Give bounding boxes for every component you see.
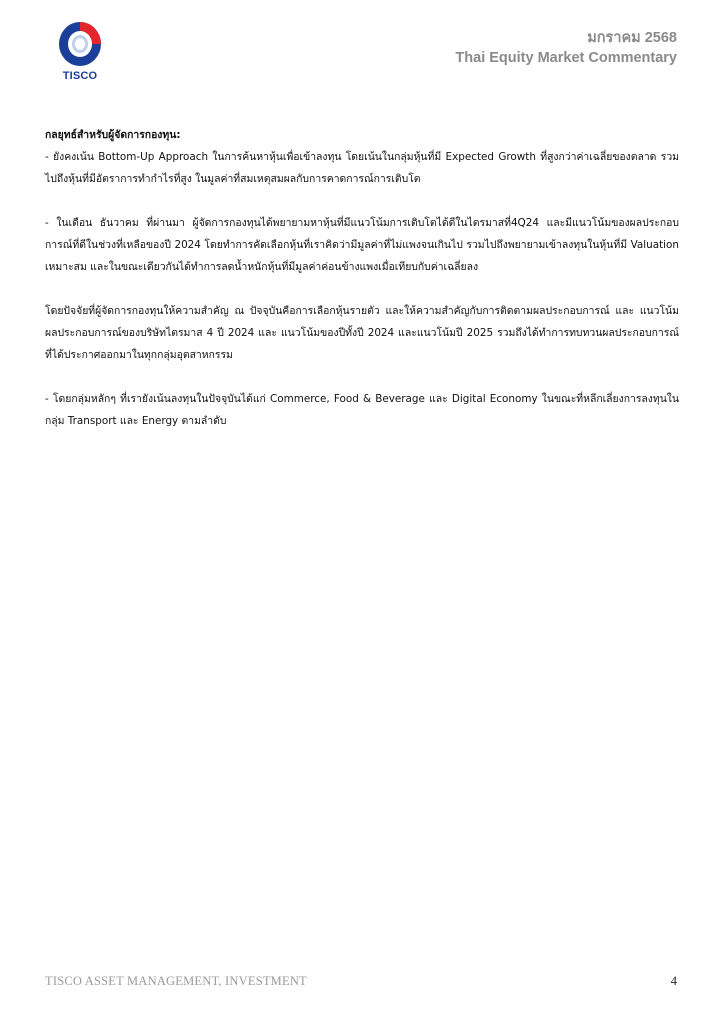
header-title: Thai Equity Market Commentary	[455, 50, 677, 66]
paragraph-sector-focus: - โดยกลุ่มหลักๆ ที่เรายังเน้นลงทุนในปัจจุบันได้แก่ Commerce, Food & Beverage และ Digital Economy ในขณะที่หลีกเลี่ยงการลงทุนในกลุ่ม Transport และ Energy ตามลำดับ	[45, 393, 679, 427]
paragraph-bottom-up: - ยังคงเน้น Bottom-Up Approach ในการค้นหาหุ้นเพื่อเข้าลงทุน โดยเน้นในกลุ่มหุ้นที่มี Expected Growth ที่สูงกว่าค่าเฉลี่ยของตลาด รวมไปถึงหุ้นที่มีอัตราการทำกำไรที่สูง ในมูลค่าที่สมเหตุสมผลกับการคาดการณ์การเติบโต	[45, 151, 679, 185]
page-number: 4	[670, 974, 677, 988]
paragraph-key-factors: โดยปัจจัยที่ผู้จัดการกองทุนให้ความสำคัญ ณ ปัจจุบันคือการเลือกหุ้นรายตัว และให้ความสำคัญกับการติดตามผลประกอบการณ์ และ แนวโน้มผลประกอบการณ์ของบริษัทไตรมาส 4 ปี 2024 และ แนวโน้มของปีทั้งปี 2024 และแนวโน้มปี 2025 รวมถึงได้ทำการทบทวนผลประกอบการณ์ที่ได้ประกาศออกมาในทุกกลุ่มอุตสาหกรรม	[45, 305, 679, 361]
commentary-body	[45, 124, 679, 454]
section-heading: กลยุทธ์สำหรับผู้จัดการกองทุน:	[45, 129, 181, 141]
header-date: มกราคม 2568	[587, 30, 677, 46]
footer-company: TISCO ASSET MANAGEMENT, INVESTMENT	[45, 974, 307, 988]
tisco-logo-text: TISCO	[62, 70, 98, 82]
tisco-ring-icon	[52, 20, 108, 70]
tisco-logo	[52, 20, 108, 86]
paragraph-december-strategy: - ในเดือน ธันวาคม ที่ผ่านมา ผู้จัดการกองทุนได้พยายามหาหุ้นที่มีแนวโน้มการเติบโตได้ดีในไตรมาสที่4Q24 และมีแนวโน้มของผลประกอบการณ์ที่ดีในช่วงที่เหลือของปี 2024 โดยทำการคัดเลือกหุ้นที่เราคิดว่ามีมูลค่าที่ไม่แพงจนเกินไป รวมไปถึงพยายามเข้าลงทุนในหุ้นที่มี Valuation เหมาะสม และในขณะเดียวกันได้ทำการลดน้ำหนักหุ้นที่มีมูลค่าค่อนข้างแพงเมื่อเทียบกับค่าเฉลี่ยลง	[45, 217, 679, 273]
page-header	[455, 28, 677, 68]
